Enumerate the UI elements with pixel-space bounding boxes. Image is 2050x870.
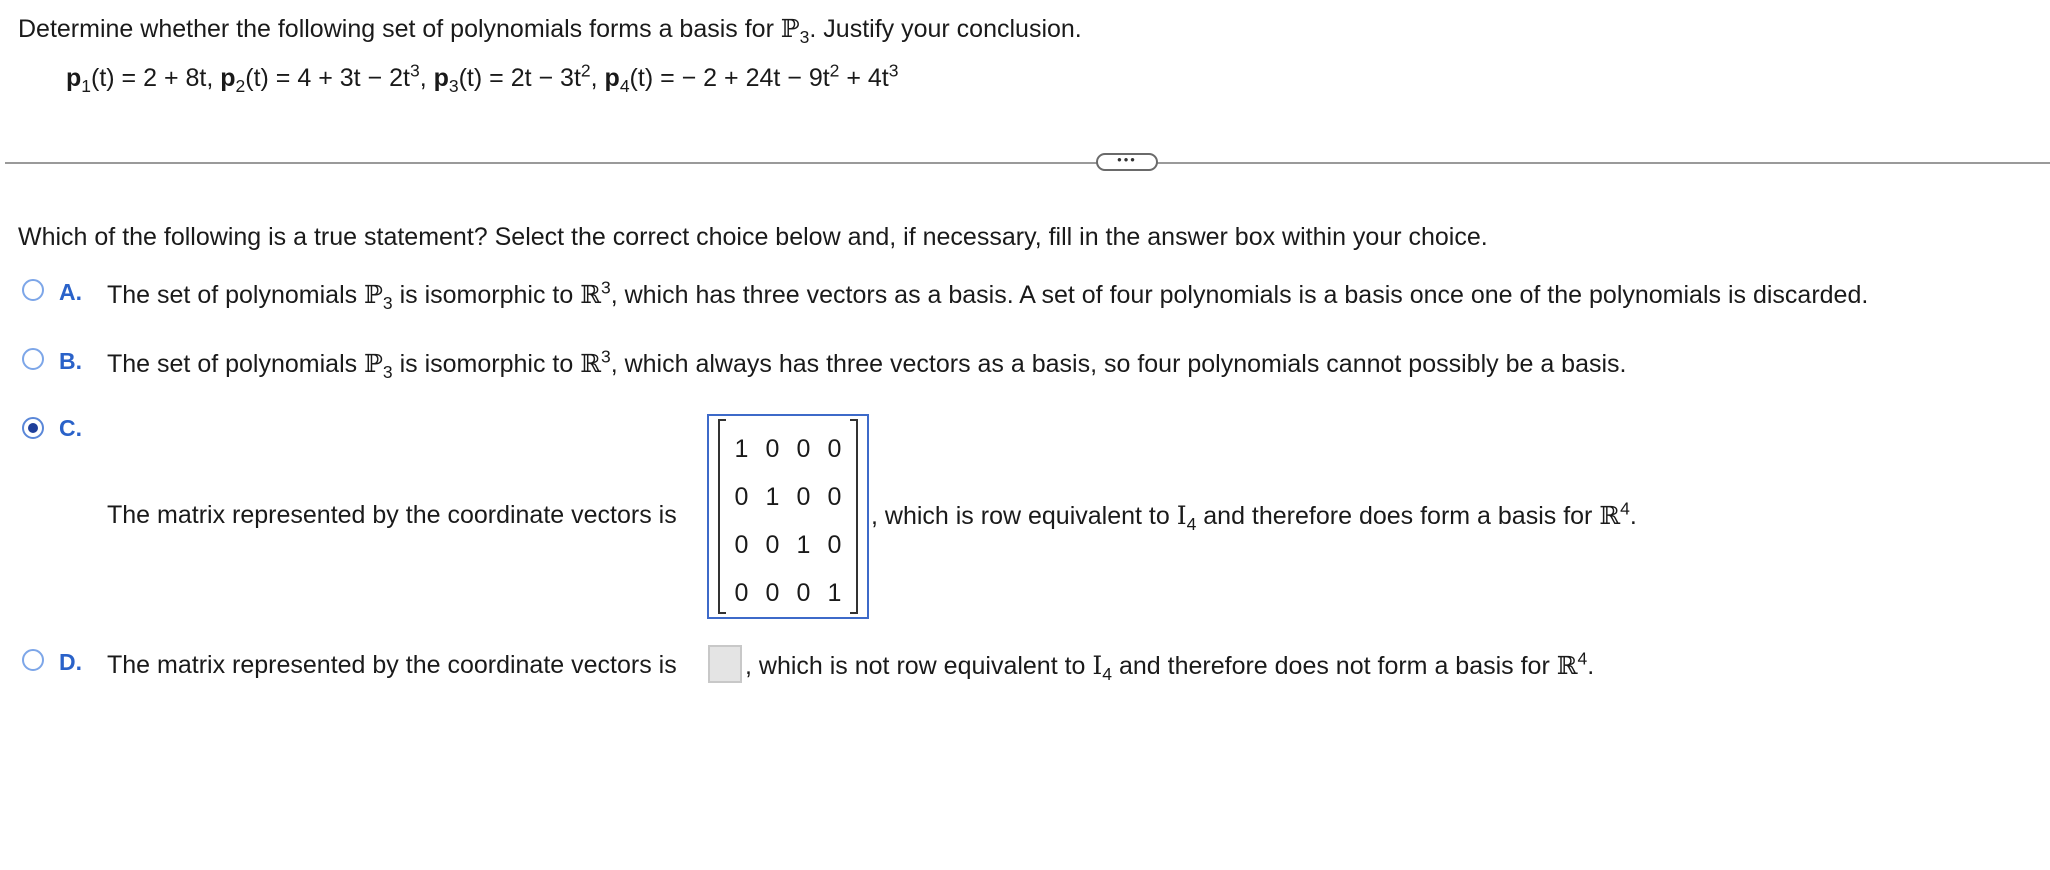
option-d-text-4: .	[1587, 652, 1595, 680]
matrix-row	[720, 579, 856, 608]
option-c-identity-subscript: 4	[1186, 514, 1197, 535]
space-symbol: ℙ	[780, 14, 800, 43]
option-c-real-symbol: ℝ	[1599, 501, 1621, 530]
p2-label: p	[220, 64, 236, 92]
p3-exponent: 2	[580, 60, 591, 81]
matrix-cell: 0	[734, 483, 749, 511]
radio-option-c[interactable]	[22, 417, 44, 439]
option-b-text[interactable]	[107, 346, 1627, 383]
p2-expression: (t) = 4 + 3t − 2t	[245, 64, 410, 92]
option-a-space-subscript: 3	[382, 293, 393, 314]
radio-option-a[interactable]	[22, 279, 44, 301]
matrix-cell: 1	[796, 531, 811, 559]
matrix-row	[720, 435, 856, 464]
option-d-text-2[interactable]	[745, 648, 1595, 685]
option-a-real-symbol: ℝ	[580, 280, 601, 309]
option-b-text-2: is isomorphic to	[392, 350, 581, 378]
matrix-cell: 0	[765, 531, 780, 559]
expand-more-button[interactable]	[1096, 153, 1158, 171]
matrix-cell: 0	[827, 531, 842, 559]
option-c-text-2[interactable]	[871, 498, 1637, 535]
matrix-cell: 1	[765, 483, 780, 511]
option-b-text-3: , which always has three vectors as a basis, so four polynomials cannot possibly be a basis.	[610, 350, 1627, 378]
option-a-text-3: , which has three vectors as a basis. A set of four polynomials is a basis once one of the polynomials is discarded.	[610, 281, 1869, 309]
option-d-text-3: and therefore does not form a basis for	[1112, 652, 1557, 680]
option-a-text[interactable]	[107, 277, 1869, 314]
option-a-letter: A.	[59, 279, 82, 305]
p2-separator: ,	[419, 64, 434, 92]
option-a-text-1: The set of polynomials	[107, 281, 365, 309]
option-d-letter: D.	[59, 649, 82, 675]
option-a-real-exponent: 3	[600, 277, 611, 298]
option-d-text-2a: , which is not row equivalent to	[745, 652, 1093, 680]
p2-subscript: 2	[235, 76, 246, 97]
ellipsis-icon: •••	[1117, 151, 1137, 167]
matrix-answer-input[interactable]	[708, 645, 742, 683]
p3-label: p	[433, 64, 449, 92]
option-c-letter: C.	[59, 415, 82, 441]
section-divider	[5, 162, 2050, 164]
p4-subscript: 4	[619, 76, 630, 97]
matrix-cell: 1	[827, 579, 842, 607]
matrix-row	[720, 483, 856, 512]
p4-label: p	[604, 64, 620, 92]
option-b-real-symbol: ℝ	[580, 349, 601, 378]
p2-exponent: 3	[409, 60, 420, 81]
option-b-real-exponent: 3	[600, 346, 611, 367]
matrix-row	[720, 531, 856, 560]
option-c-identity-symbol: I	[1176, 501, 1187, 530]
p3-subscript: 3	[448, 76, 459, 97]
option-d-identity-symbol: I	[1092, 651, 1103, 680]
option-c-real-exponent: 4	[1620, 498, 1630, 519]
option-b-text-1: The set of polynomials	[107, 350, 365, 378]
option-b-space-subscript: 3	[382, 362, 393, 383]
p1-label: p	[66, 64, 82, 92]
matrix-cell: 0	[796, 483, 811, 511]
instruction-text: Which of the following is a true statement? Select the correct choice below and, if necessary, fill in the answer box within your choice.	[18, 223, 1488, 251]
matrix-cell: 0	[827, 483, 842, 511]
question-text	[18, 14, 1082, 48]
matrix-cell: 1	[734, 435, 749, 463]
option-d-real-symbol: ℝ	[1556, 651, 1578, 680]
p1-subscript: 1	[81, 76, 92, 97]
matrix-cell: 0	[796, 579, 811, 607]
option-d-text-1[interactable]: The matrix represented by the coordinate vectors is	[107, 651, 677, 679]
p4-expression-end: + 4t	[839, 64, 889, 92]
question-prompt-end: . Justify your conclusion.	[809, 15, 1082, 43]
option-d-identity-subscript: 4	[1102, 664, 1113, 685]
option-d-real-exponent: 4	[1577, 648, 1588, 669]
p4-expression: (t) = − 2 + 24t − 9t	[629, 64, 830, 92]
radio-option-b[interactable]	[22, 348, 44, 370]
p4-exponent-2: 3	[888, 60, 899, 81]
p1-expression: (t) = 2 + 8t,	[91, 64, 221, 92]
matrix-cell: 0	[765, 435, 780, 463]
matrix-cell: 0	[796, 435, 811, 463]
option-b-letter: B.	[59, 348, 82, 374]
matrix-cell: 0	[827, 435, 842, 463]
option-b-space-symbol: ℙ	[364, 349, 383, 378]
space-subscript: 3	[799, 27, 810, 48]
matrix-answer-box[interactable]	[707, 414, 869, 619]
polynomial-list	[66, 60, 899, 97]
option-c-text-4: .	[1629, 502, 1637, 530]
radio-option-d[interactable]	[22, 649, 44, 671]
matrix-cell: 0	[734, 579, 749, 607]
p3-expression: (t) = 2t − 3t	[458, 64, 581, 92]
option-c-text-2a: , which is row equivalent to	[871, 502, 1177, 530]
matrix-cell: 0	[765, 579, 780, 607]
option-c-text-3: and therefore does form a basis for	[1196, 502, 1600, 530]
matrix-brackets	[718, 421, 858, 612]
option-a-text-2: is isomorphic to	[392, 281, 581, 309]
p4-exponent-1: 2	[829, 60, 840, 81]
question-prompt: Determine whether the following set of polynomials forms a basis for	[18, 15, 774, 43]
option-c-text-1[interactable]: The matrix represented by the coordinate vectors is	[107, 501, 677, 529]
matrix-cell: 0	[734, 531, 749, 559]
p3-separator: ,	[590, 64, 605, 92]
option-a-space-symbol: ℙ	[364, 280, 383, 309]
